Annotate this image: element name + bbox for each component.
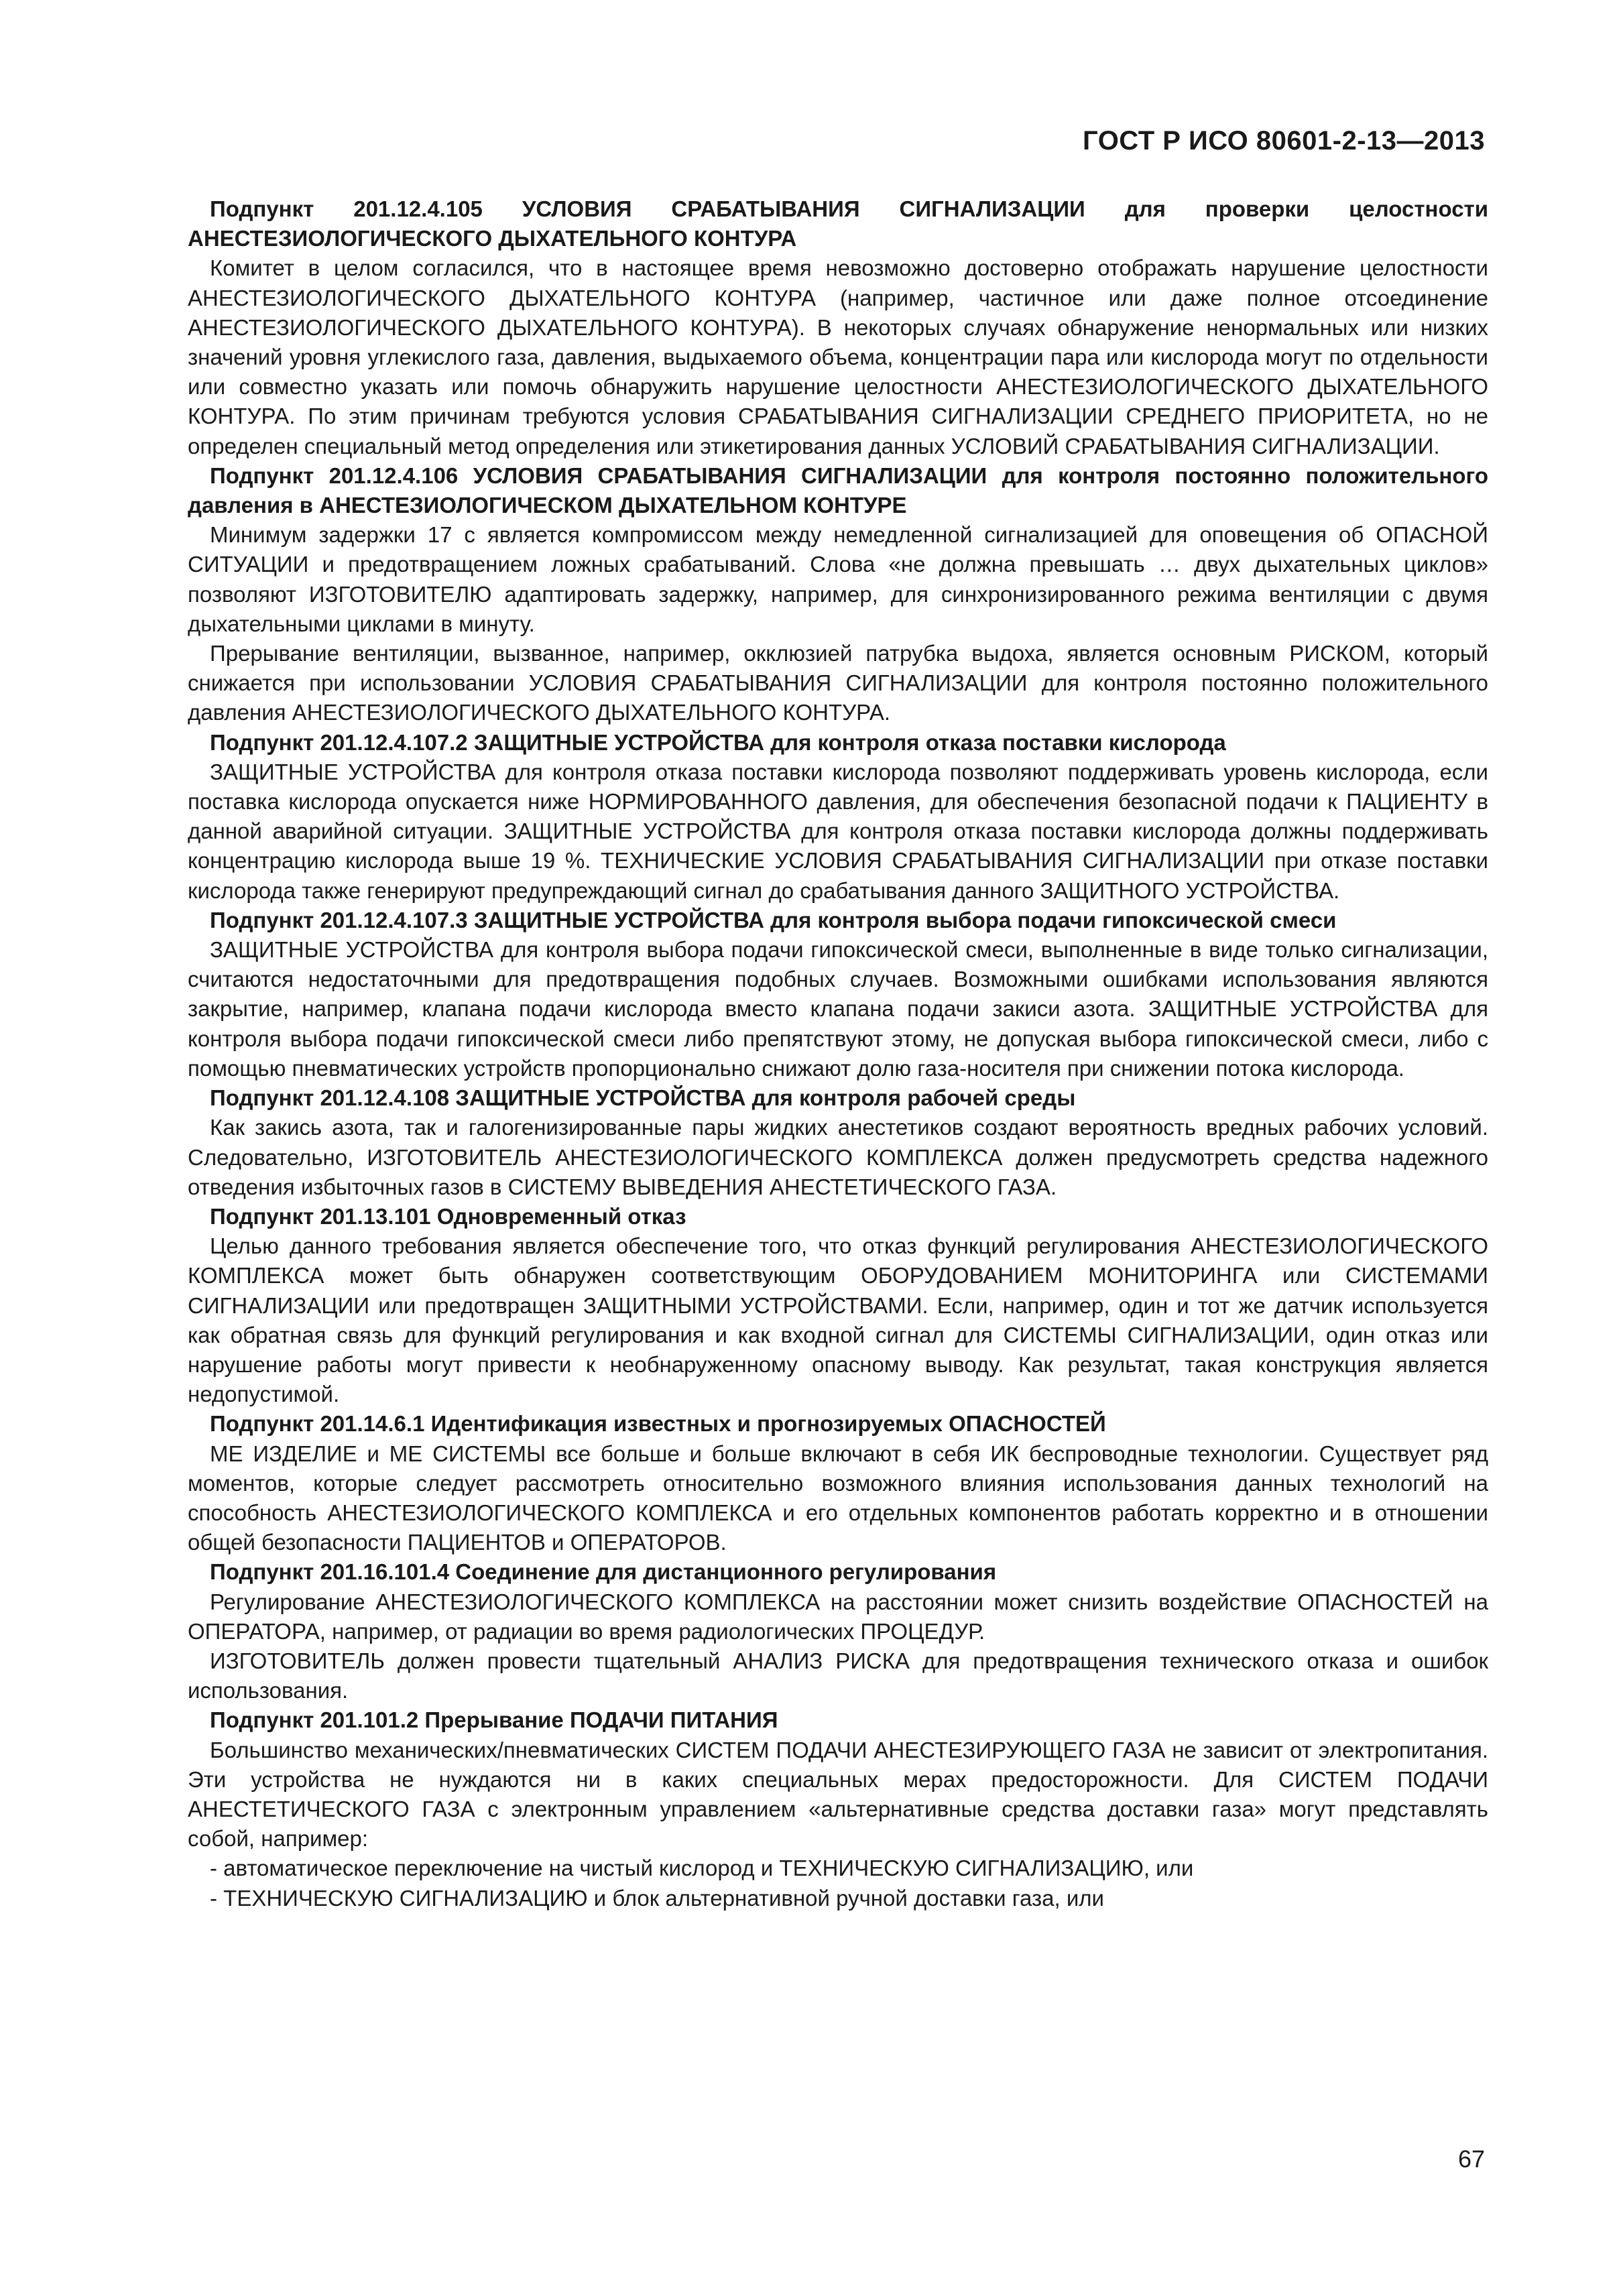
section-heading: Подпункт 201.12.4.107.3 ЗАЩИТНЫЕ УСТРОЙСТВА для контроля выбора подачи гипоксической смеси [210,907,1337,932]
section-heading: Подпункт 201.101.2 Прерывание ПОДАЧИ ПИТАНИЯ [210,1707,778,1733]
body-paragraph: МЕ ИЗДЕЛИЕ и МЕ СИСТЕМЫ все больше и больше включают в себя ИК беспроводные технологии. Существует ряд моментов, которые следует рассмотреть относительно возможного влияния использования данных технологий на способность АНЕСТЕЗИОЛОГИЧЕСКОГО КОМПЛЕКСА и его отдельных компонентов работать корректно и в отношении общей безопасности ПАЦИЕНТОВ и ОПЕРАТОРОВ. [188,1441,1488,1555]
section-heading: Подпункт 201.13.101 Одновременный отказ [210,1203,686,1229]
list-item: - ТЕХНИЧЕСКУЮ СИГНАЛИЗАЦИЮ и блок альтернативной ручной доставки газа, или [210,1885,1104,1911]
section-heading: Подпункт 201.12.4.107.2 ЗАЩИТНЫЕ УСТРОЙСТВА для контроля отказа поставки кислорода [210,729,1226,755]
section-heading: Подпункт 201.12.4.108 ЗАЩИТНЫЕ УСТРОЙСТВА для контроля рабочей среды [210,1085,1076,1111]
list-item: - автоматическое переключение на чистый кислород и ТЕХНИЧЕСКУЮ СИГНАЛИЗАЦИЮ, или [210,1856,1194,1881]
body-paragraph: ЗАЩИТНЫЕ УСТРОЙСТВА для контроля отказа поставки кислорода позволяют поддерживать уровень кислорода, если поставка кислорода опускается ниже НОРМИРОВАННОГО давления, для обеспечения безопасной подачи к ПАЦИЕНТУ в данной аварийной ситуации. ЗАЩИТНЫЕ УСТРОЙСТВА для контроля отказа поставки кислорода должны поддерживать концентрацию кислорода выше 19 %. ТЕХНИЧЕСКИЕ УСЛОВИЯ СРАБАТЫВАНИЯ СИГНАЛИЗАЦИИ при отказе поставки кислорода также генерируют предупреждающий сигнал до срабатывания данного ЗАЩИТНОГО УСТРОЙСТВА. [188,759,1488,903]
body-paragraph: ИЗГОТОВИТЕЛЬ должен провести тщательный АНАЛИЗ РИСКА для предотвращения технического отказа и ошибок использования. [188,1648,1488,1703]
page-number: 67 [1457,2145,1485,2173]
section-heading: Подпункт 201.12.4.106 УСЛОВИЯ СРАБАТЫВАНИЯ СИГНАЛИЗАЦИИ для контроля постоянно положительного давления в АНЕСТЕЗИОЛОГИЧЕСКОМ ДЫХАТЕЛЬНОМ КОНТУРЕ [188,463,1488,518]
body-paragraph: Как закись азота, так и галогенизированные пары жидких анестетиков создают вероятность вредных рабочих условий. Следовательно, ИЗГОТОВИТЕЛЬ АНЕСТЕЗИОЛОГИЧЕСКОГО КОМПЛЕКСА должен предусмотреть средства надежного отведения избыточных газов в СИСТЕМУ ВЫВЕДЕНИЯ АНЕСТЕТИЧЕСКОГО ГАЗА. [188,1115,1488,1199]
body-paragraph: Комитет в целом согласился, что в настоящее время невозможно достоверно отображать нарушение целостности АНЕСТЕЗИОЛОГИЧЕСКОГО ДЫХАТЕЛЬНОГО КОНТУРА (например, частичное или даже полное отсоединение АНЕСТЕЗИОЛОГИЧЕСКОГО ДЫХАТЕЛЬНОГО КОНТУРА). В некоторых случаях обнаружение ненормальных или низких значений уровня углекислого газа, давления, выдыхаемого объема, концентрации пара или кислорода могут по отдельности или совместно указать или помочь обнаружить нарушение целостности АНЕСТЕЗИОЛОГИЧЕСКОГО ДЫХАТЕЛЬНОГО КОНТУРА. По этим причинам требуются условия СРАБАТЫВАНИЯ СИГНАЛИЗАЦИИ СРЕДНЕГО ПРИОРИТЕТА, но не определен специальный метод определения или этикетирования данных УСЛОВИЙ СРАБАТЫВАНИЯ СИГНАЛИЗАЦИИ. [188,255,1488,459]
body-paragraph: Большинство механических/пневматических СИСТЕМ ПОДАЧИ АНЕСТЕЗИРУЮЩЕГО ГАЗА не зависит от электропитания. Эти устройства не нуждаются ни в каких специальных мерах предосторожности. Для СИСТЕМ ПОДАЧИ АНЕСТЕТИЧЕСКОГО ГАЗА с электронным управлением «альтернативные средства доставки газа» могут представлять собой, например: [188,1737,1488,1852]
body-paragraph: Целью данного требования является обеспечение того, что отказ функций регулирования АНЕСТЕЗИОЛОГИЧЕСКОГО КОМПЛЕКСА может быть обнаружен соответствующим ОБОРУДОВАНИЕМ МОНИТОРИНГА или СИСТЕМАМИ СИГНАЛИЗАЦИИ или предотвращен ЗАЩИТНЫМИ УСТРОЙСТВАМИ. Если, например, один и тот же датчик используется как обратная связь для функций регулирования и как входной сигнал для СИСТЕМЫ СИГНАЛИЗАЦИИ, один отказ или нарушение работы могут привести к необнаруженному опасному выводу. Как результат, такая конструкция является недопустимой. [188,1233,1488,1407]
section-heading: Подпункт 201.16.101.4 Соединение для дистанционного регулирования [210,1559,997,1585]
body-paragraph: Минимум задержки 17 с является компромиссом между немедленной сигнализацией для оповещения об ОПАСНОЙ СИТУАЦИИ и предотвращением ложных срабатываний. Слова «не должна превышать … двух дыхательных циклов» позволяют ИЗГОТОВИТЕЛЮ адаптировать задержку, например, для синхронизированного режима вентиляции с двумя дыхательными циклами в минуту. [188,522,1488,636]
body-paragraph: ЗАЩИТНЫЕ УСТРОЙСТВА для контроля выбора подачи гипоксической смеси, выполненные в виде только сигнализации, считаются недостаточными для предотвращения подобных случаев. Возможными ошибками использования являются закрытие, например, клапана подачи кислорода вместо клапана подачи закиси азота. ЗАЩИТНЫЕ УСТРОЙСТВА для контроля выбора подачи гипоксической смеси либо препятствуют этому, не допуская выбора гипоксической смеси, либо с помощью пневматических устройств пропорционально снижают долю газа-носителя при снижении потока кислорода. [188,937,1488,1081]
body-paragraph: Прерывание вентиляции, вызванное, например, окклюзией патрубка выдоха, является основным РИСКОМ, который снижается при использовании УСЛОВИЯ СРАБАТЫВАНИЯ СИГНАЛИЗАЦИИ для контроля постоянно положительного давления АНЕСТЕЗИОЛОГИЧЕСКОГО ДЫХАТЕЛЬНОГО КОНТУРА. [188,641,1488,725]
body-paragraph: Регулирование АНЕСТЕЗИОЛОГИЧЕСКОГО КОМПЛЕКСА на расстоянии может снизить воздействие ОПАСНОСТЕЙ на ОПЕРАТОРА, например, от радиации во время радиологических ПРОЦЕДУР. [188,1589,1488,1644]
document-body [188,194,1488,1913]
section-heading: Подпункт 201.14.6.1 Идентификация известных и прогнозируемых ОПАСНОСТЕЙ [210,1411,1106,1437]
section-heading: Подпункт 201.12.4.105 УСЛОВИЯ СРАБАТЫВАНИЯ СИГНАЛИЗАЦИИ для проверки целостности АНЕСТЕЗИОЛОГИЧЕСКОГО ДЫХАТЕЛЬНОГО КОНТУРА [188,196,1488,251]
standard-code-header: ГОСТ Р ИСО 80601-2-13—2013 [1083,126,1485,156]
